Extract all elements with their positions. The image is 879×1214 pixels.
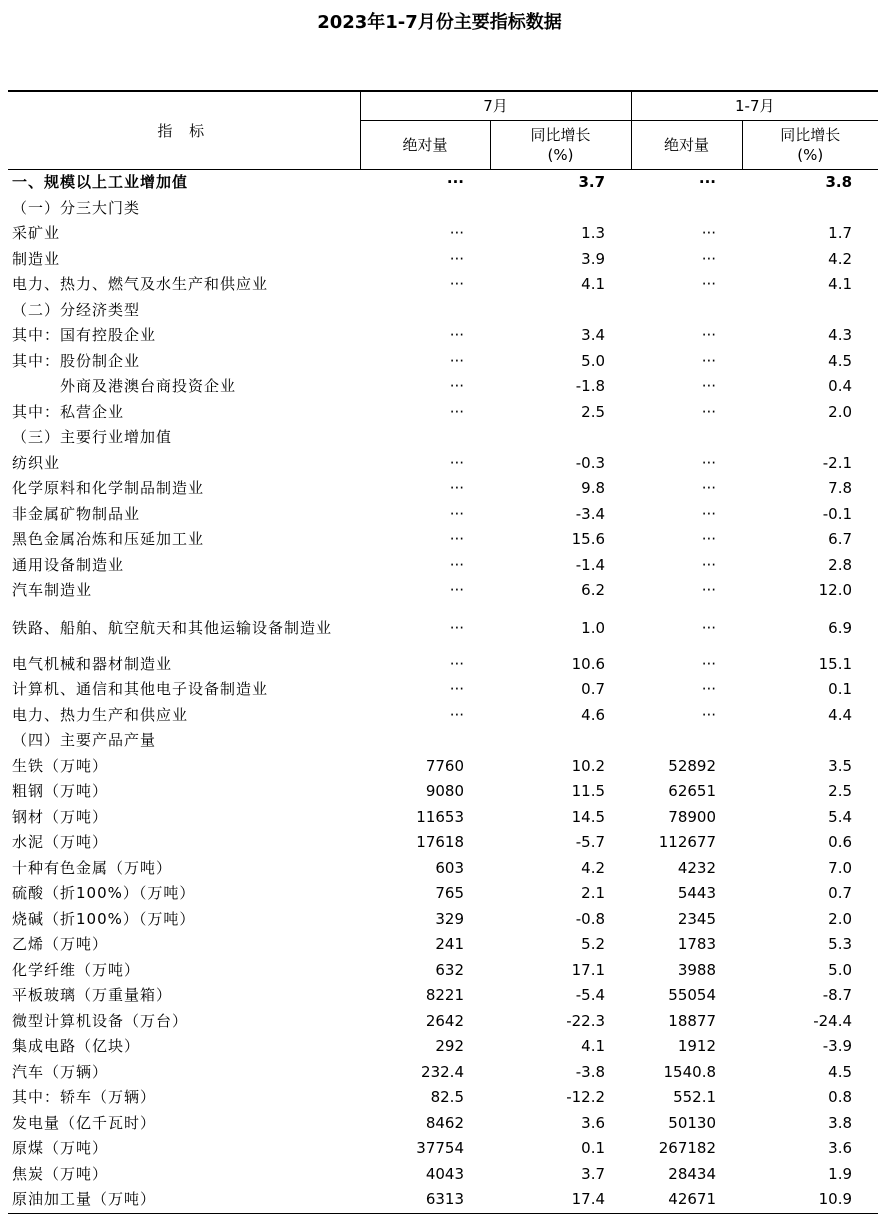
cumulative-yoy-cell: 3.5 [828,756,853,775]
month-yoy-cell: 1.3 [581,224,606,242]
row-name: 电力、热力生产和供应业 [12,705,189,724]
table-row [8,170,878,196]
cumulative-abs-cell: 1783 [677,935,717,953]
cumulative-yoy-cell: 0.6 [828,833,853,851]
month-abs-cell: ··· [449,326,464,344]
table-row [8,221,878,247]
month-yoy-cell: 3.4 [581,326,606,344]
row-name: 铁路、船舶、航空航天和其他运输设备制造业 [12,618,333,637]
table-row [8,298,878,324]
cumulative-yoy-cell: 0.8 [828,1088,853,1106]
cumulative-abs-cell: ··· [701,351,717,370]
cumulative-yoy-cell: 2.0 [828,402,853,421]
table-row [8,349,878,375]
month-abs-cell: 4043 [425,1164,464,1183]
cumulative-abs-cell: 52892 [668,756,717,775]
cumulative-abs-cell: 2345 [677,909,717,928]
month-yoy-cell [490,425,631,451]
cumulative-abs-cell: 112677 [658,833,717,851]
header-group-cumulative: 1-7月 [631,91,878,121]
cumulative-abs-cell: ··· [701,377,717,395]
header-month-abs: 绝对量 [360,121,490,170]
row-name: 计算机、通信和其他电子设备制造业 [12,680,269,698]
month-abs-cell: 8221 [425,986,464,1004]
table-row [8,425,878,451]
cumulative-abs-cell: 55054 [668,986,717,1004]
table-row [8,932,878,958]
month-yoy-cell: -1.4 [575,555,606,574]
table-header [8,91,878,170]
cumulative-abs-cell: ··· [701,504,717,523]
table-row [8,1162,878,1188]
cumulative-yoy-cell: 2.5 [828,782,853,800]
row-name: 集成电路（亿块） [12,1037,141,1055]
table-row [8,1034,878,1060]
month-yoy-cell: 4.1 [581,1037,606,1055]
month-yoy-cell: 14.5 [571,807,606,826]
table-row [8,1187,878,1213]
row-name: 其中：国有控股企业 [12,326,157,344]
month-abs-cell: ··· [449,654,464,673]
cumulative-yoy-cell: 1.7 [828,224,853,242]
table-row [8,553,878,579]
cumulative-yoy-cell: 3.8 [742,170,878,196]
month-yoy-cell [490,298,631,324]
table-row [8,677,878,703]
cumulative-yoy-cell: 5.4 [828,807,853,826]
table-row [8,1085,878,1111]
table-row [8,196,878,222]
row-name: （一）分三大门类 [12,198,141,217]
month-abs-cell [360,425,490,451]
table-row [8,958,878,984]
month-abs-cell: 2642 [425,1011,464,1030]
month-yoy-cell: 10.2 [571,756,606,775]
row-name: 汽车制造业 [12,581,93,599]
month-abs-cell: ··· [449,555,464,574]
row-name: 原煤（万吨） [12,1139,109,1157]
row-name: 微型计算机设备（万台） [12,1011,189,1030]
header-yoy-label: 同比增长 [530,126,591,144]
month-yoy-cell [490,728,631,754]
cumulative-yoy-cell: 5.3 [828,935,853,953]
cumulative-yoy-cell: 0.4 [828,377,853,395]
cumulative-yoy-cell: 4.2 [828,249,853,268]
table-row [8,703,878,729]
cumulative-abs-cell: 552.1 [673,1088,717,1106]
cumulative-yoy-cell: 4.5 [828,1062,853,1081]
table-row [8,323,878,349]
row-name: 黑色金属冶炼和压延加工业 [12,530,205,548]
month-yoy-cell: 4.6 [581,705,606,724]
month-abs-cell: ··· [449,530,464,548]
row-name: （二）分经济类型 [12,300,141,319]
month-abs-cell: ··· [449,680,464,698]
header-cumulative-yoy [742,121,878,170]
cumulative-abs-cell: 78900 [668,807,717,826]
cumulative-abs-cell: 4232 [677,858,717,877]
month-yoy-cell: 17.1 [571,960,606,979]
cumulative-abs-cell: 62651 [668,782,717,800]
month-yoy-cell: 2.1 [581,884,606,902]
cumulative-yoy-cell: 2.8 [828,555,853,574]
cumulative-abs-cell [631,728,742,754]
cumulative-yoy-cell: 0.7 [828,884,853,902]
month-abs-cell: 6313 [360,1187,490,1213]
month-abs-cell: 82.5 [430,1088,464,1106]
month-yoy-cell: -3.8 [575,1062,606,1081]
table-row [8,983,878,1009]
cumulative-abs-cell: ··· [701,453,717,472]
month-abs-cell: 17618 [416,833,464,851]
cumulative-abs-cell: 50130 [668,1113,717,1132]
row-name: 非金属矿物制品业 [12,504,141,523]
row-name: 十种有色金属（万吨） [12,858,173,877]
row-name: 其中：股份制企业 [12,351,141,370]
cumulative-abs-cell [631,298,742,324]
row-name: 制造业 [12,249,61,268]
month-yoy-cell: 3.6 [581,1113,606,1132]
month-yoy-cell: 17.4 [490,1187,631,1213]
cumulative-abs-cell: ··· [701,326,717,344]
cumulative-yoy-cell: 3.8 [828,1113,853,1132]
cumulative-yoy-cell: -24.4 [813,1011,853,1030]
month-abs-cell: 292 [435,1037,464,1055]
month-yoy-cell: 3.7 [490,170,631,196]
row-name: 生铁（万吨） [12,756,109,775]
cumulative-abs-cell: ··· [701,479,717,497]
month-abs-cell [360,728,490,754]
header-month-yoy [490,121,631,170]
cumulative-yoy-cell: 4.3 [828,326,853,344]
cumulative-yoy-cell: 2.0 [828,909,853,928]
month-abs-cell: 632 [435,960,464,979]
table-row [8,272,878,298]
month-yoy-cell: 0.1 [581,1139,606,1157]
table-row [8,502,878,528]
table-row [8,881,878,907]
row-name: 发电量（亿千瓦时） [12,1113,157,1132]
month-abs-cell: 241 [435,935,464,953]
row-name: （三）主要行业增加值 [12,428,173,446]
header-yoy-label: 同比增长 [780,126,841,144]
table-row [8,604,878,652]
table-row [8,830,878,856]
table-row [8,805,878,831]
row-name: 纺织业 [12,453,61,472]
table-row [8,1136,878,1162]
cumulative-abs-cell: ··· [701,618,717,637]
table-row [8,907,878,933]
cumulative-yoy-cell: -2.1 [822,453,853,472]
month-yoy-cell: 3.7 [581,1164,606,1183]
month-abs-cell: ··· [449,224,464,242]
cumulative-yoy-cell: 4.1 [828,275,853,293]
month-abs-cell: ··· [449,479,464,497]
cumulative-abs-cell: 5443 [677,884,717,902]
month-abs-cell: ··· [449,504,464,523]
month-yoy-cell: 11.5 [571,782,606,800]
month-abs-cell: ··· [449,453,464,472]
cumulative-abs-cell: 267182 [658,1139,717,1157]
cumulative-abs-cell: 18877 [668,1011,717,1030]
cumulative-yoy-cell: 15.1 [818,654,853,673]
table-row [8,652,878,678]
month-abs-cell: ··· [449,351,464,370]
cumulative-yoy-cell: 6.7 [828,530,853,548]
cumulative-abs-cell: 42671 [631,1187,742,1213]
row-name: 汽车（万辆） [12,1062,109,1081]
page-title: 2023年1-7月份主要指标数据 [317,12,562,33]
cumulative-abs-cell: 28434 [668,1164,717,1183]
row-name: 粗钢（万吨） [12,782,109,800]
month-yoy-cell: 9.8 [581,479,606,497]
month-abs-cell: ··· [449,275,464,293]
cumulative-yoy-cell: 1.9 [828,1164,853,1183]
cumulative-yoy-cell: 4.4 [828,705,853,724]
month-yoy-cell: 4.2 [581,858,606,877]
indicator-table [8,90,878,1214]
row-name: 平板玻璃（万重量箱） [12,986,173,1004]
row-name: 其中：私营企业 [12,402,125,421]
month-abs-cell: 765 [435,884,464,902]
month-abs-cell: 232.4 [421,1062,464,1081]
table-row [8,1111,878,1137]
header-indicator: 指 标 [8,91,360,170]
month-abs-cell: 11653 [416,807,464,826]
month-yoy-cell: 5.2 [581,935,606,953]
table-row [8,728,878,754]
cumulative-yoy-cell: 7.8 [828,479,853,497]
row-name: 水泥（万吨） [12,833,109,851]
cumulative-yoy-cell: -0.1 [822,504,853,523]
row-name: （四）主要产品产量 [12,731,157,749]
cumulative-yoy-cell [742,728,878,754]
month-abs-cell [360,196,490,222]
cumulative-abs-cell [631,196,742,222]
month-abs-cell: 7760 [425,756,464,775]
month-abs-cell: 329 [435,909,464,928]
row-name: 通用设备制造业 [12,555,125,574]
header-yoy-unit: (%) [797,146,824,164]
header-group-month: 7月 [360,91,631,121]
cumulative-abs-cell: ··· [701,249,717,268]
month-abs-cell: ··· [449,377,464,395]
cumulative-abs-cell: ··· [701,581,717,599]
table-row [8,374,878,400]
row-name: 一、规模以上工业增加值 [8,170,360,196]
table-row [8,400,878,426]
row-name: 原油加工量（万吨） [8,1187,360,1213]
cumulative-abs-cell: ··· [631,170,742,196]
cumulative-yoy-cell: 3.6 [828,1139,853,1157]
cumulative-yoy-cell: -8.7 [822,986,853,1004]
cumulative-abs-cell: ··· [701,224,717,242]
month-yoy-cell: 2.5 [581,402,606,421]
row-name: 乙烯（万吨） [12,935,109,953]
month-yoy-cell: 0.7 [581,680,606,698]
month-abs-cell: 8462 [425,1113,464,1132]
month-yoy-cell: -5.7 [575,833,606,851]
month-yoy-cell [490,196,631,222]
row-name: 化学纤维（万吨） [12,960,141,979]
cumulative-yoy-cell: 7.0 [828,858,853,877]
month-yoy-cell: 5.0 [581,351,606,370]
table-row [8,578,878,604]
table-row [8,1060,878,1086]
table-row [8,451,878,477]
month-abs-cell: ··· [449,705,464,724]
cumulative-abs-cell [631,425,742,451]
cumulative-yoy-cell: 4.5 [828,351,853,370]
month-abs-cell: 37754 [416,1139,464,1157]
cumulative-yoy-cell [742,298,878,324]
table-row [8,247,878,273]
row-name: 化学原料和化学制品制造业 [12,479,205,497]
table-body [8,170,878,1214]
month-abs-cell [360,298,490,324]
month-yoy-cell: 4.1 [581,275,606,293]
cumulative-abs-cell: 1912 [677,1037,717,1055]
cumulative-abs-cell: ··· [701,680,717,698]
month-yoy-cell: -3.4 [575,504,606,523]
row-name: 钢材（万吨） [12,807,109,826]
month-yoy-cell: -1.8 [575,377,606,395]
month-yoy-cell: 10.6 [571,654,606,673]
cumulative-abs-cell: 1540.8 [663,1062,717,1081]
row-name: 烧碱（折100%）（万吨） [12,909,196,928]
table-row [8,476,878,502]
month-abs-cell: ··· [449,249,464,268]
cumulative-yoy-cell [742,425,878,451]
table-row [8,856,878,882]
cumulative-abs-cell: ··· [701,654,717,673]
month-abs-cell: ··· [360,170,490,196]
cumulative-yoy-cell: 10.9 [742,1187,878,1213]
month-yoy-cell: -22.3 [566,1011,606,1030]
cumulative-abs-cell: ··· [701,402,717,421]
month-yoy-cell: 3.9 [581,249,606,268]
cumulative-abs-cell: 3988 [677,960,717,979]
cumulative-abs-cell: ··· [701,275,717,293]
header-yoy-unit: (%) [547,146,574,164]
month-abs-cell: 9080 [425,782,464,800]
cumulative-abs-cell: ··· [701,555,717,574]
month-yoy-cell: 1.0 [581,618,606,637]
cumulative-yoy-cell: 12.0 [818,581,853,599]
cumulative-abs-cell: ··· [701,530,717,548]
row-name: 外商及港澳台商投资企业 [12,377,237,395]
cumulative-yoy-cell [742,196,878,222]
month-yoy-cell: 6.2 [581,581,606,599]
row-name: 采矿业 [12,224,61,242]
row-name: 焦炭（万吨） [12,1164,109,1183]
month-yoy-cell: -0.8 [575,909,606,928]
table-row [8,779,878,805]
cumulative-yoy-cell: 5.0 [828,960,853,979]
table-row [8,527,878,553]
row-name: 硫酸（折100%）（万吨） [12,884,196,902]
month-abs-cell: ··· [449,402,464,421]
month-yoy-cell: 15.6 [571,530,606,548]
table-row [8,1009,878,1035]
cumulative-yoy-cell: 0.1 [828,680,853,698]
month-abs-cell: ··· [449,618,464,637]
cumulative-yoy-cell: 6.9 [828,618,853,637]
month-yoy-cell: -12.2 [566,1088,606,1106]
row-name: 电力、热力、燃气及水生产和供应业 [12,275,269,293]
month-abs-cell: ··· [449,581,464,599]
row-name: 其中：轿车（万辆） [12,1088,157,1106]
month-abs-cell: 603 [435,858,464,877]
cumulative-abs-cell: ··· [701,705,717,724]
month-yoy-cell: -0.3 [575,453,606,472]
table-row [8,754,878,780]
header-cumulative-abs: 绝对量 [631,121,742,170]
month-yoy-cell: -5.4 [575,986,606,1004]
cumulative-yoy-cell: -3.9 [822,1037,853,1055]
row-name: 电气机械和器材制造业 [12,654,173,673]
